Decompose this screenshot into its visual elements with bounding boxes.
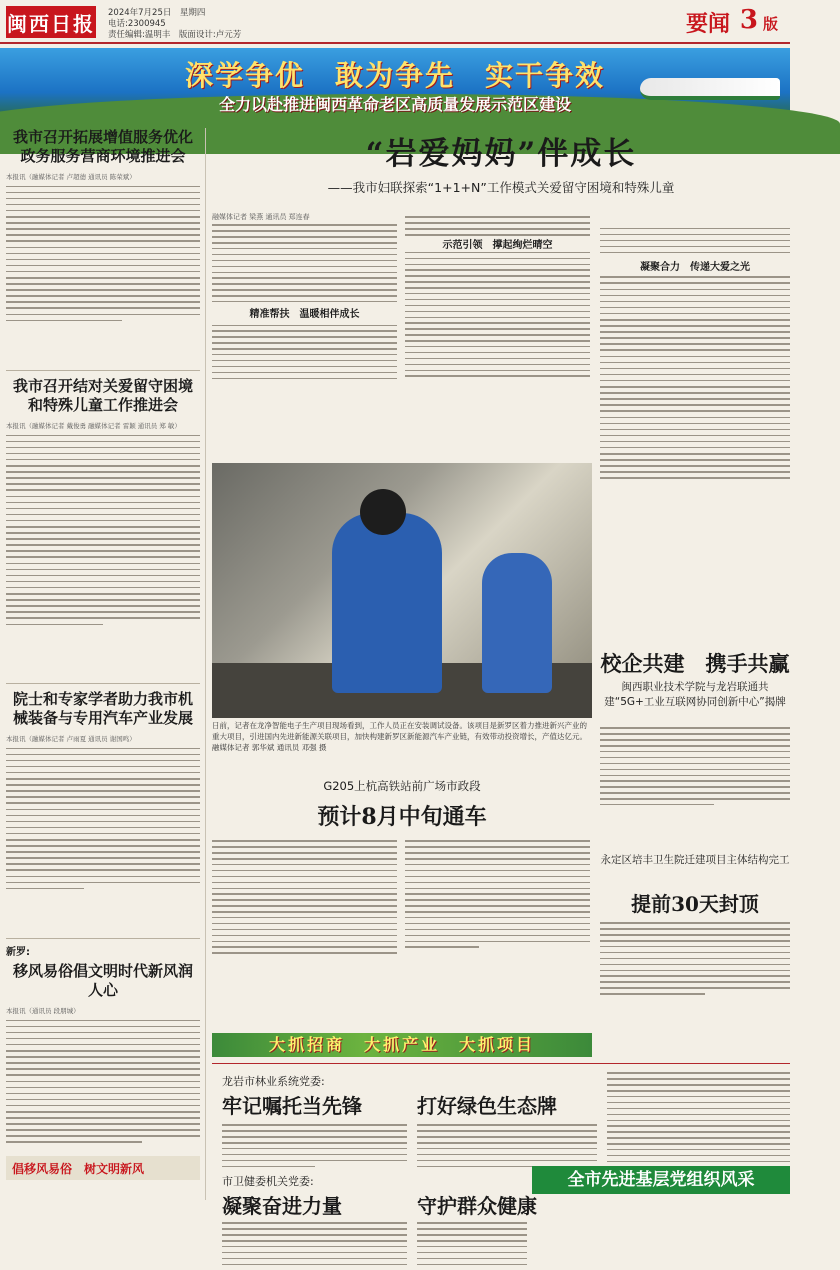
article-body: [6, 1020, 200, 1143]
article-title: 移风易俗倡文明时代新风润人心: [12, 962, 193, 999]
school-enterprise-headline: 校企共建 携手共赢: [600, 651, 790, 676]
top-banner: [0, 48, 790, 122]
health-body-col1: [222, 1218, 407, 1270]
school-enterprise-body: [600, 723, 790, 810]
campaign-band-text: 大抓招商 大抓产业 大抓项目: [268, 1035, 535, 1054]
road-body-col1: [212, 836, 397, 958]
page-number: 3: [739, 5, 758, 35]
hospital-subline: 永定区培丰卫生院迁建项目主体结构完工: [600, 854, 790, 866]
region-kicker: 新罗:: [6, 947, 30, 958]
campaign-band: [212, 1033, 592, 1057]
lead-byline: 融媒体记者 梁燕 通讯员 郑连春: [212, 213, 310, 221]
factory-photo: [212, 463, 592, 718]
road-headline: 预计8月中旬通车: [317, 804, 487, 830]
editor-line: 责任编辑:温明丰 版面设计:卢元芳: [108, 30, 242, 40]
health-title-right: 守护群众健康: [417, 1194, 537, 1218]
article-byline: 本报讯（融媒体记者 卢雨夏 通讯员 谢国鸣）: [6, 735, 136, 743]
article-body: [6, 435, 200, 625]
hospital-body: [600, 918, 790, 999]
forestry-body-col2: [417, 1120, 597, 1172]
article-left-behind-children: [6, 370, 200, 630]
road-body-col2: [405, 836, 590, 952]
road-kicker: G205上杭高铁站前广场市政段: [323, 779, 481, 793]
health-title-left: 凝聚奋进力量: [222, 1194, 342, 1218]
lead-subhead-2: 示范引领 撑起绚烂晴空: [405, 236, 590, 251]
article-academicians: [6, 683, 200, 894]
photo-caption: 日前，记者在龙净智能电子生产项目现场看到，工作人员正在安装调试设备。该项目是新罗区着力推进新兴产业的重大项目，引进国内先进新能源关联项目，加快构建新罗区新能源汽车产业链，有效带动投资增长，产值达亿元。融媒体记者 郭华斌 通讯员 邓强 摄: [212, 721, 587, 752]
forestry-title-left: 牢记嘱托当先锋: [222, 1094, 362, 1118]
hospital-headline: 提前30天封顶: [631, 892, 759, 916]
forestry-title-right: 打好绿色生态牌: [417, 1094, 557, 1118]
bottom-banner: 全市先进基层党组织风采: [532, 1166, 790, 1194]
article-byline: 本报讯（通讯员 段朋城）: [6, 1007, 80, 1015]
main-column: [212, 128, 790, 1218]
article-title: 院士和专家学者助力我市机械装备与专用汽车产业发展: [12, 690, 193, 727]
forestry-body-col1: [222, 1120, 407, 1172]
lead-body-col1: [212, 220, 397, 383]
article-byline: 本报讯（融媒体记者 戴俊勇 融媒体记者 雷颖 通讯员 郑 敏）: [6, 422, 181, 430]
section-name: 要闻: [685, 11, 730, 37]
bottom-column-strip: [6, 1156, 200, 1180]
forestry-body-col3: [607, 1068, 790, 1178]
lead-headline: “岩爱妈妈”伴成长: [365, 136, 637, 172]
page-unit: 版: [762, 15, 778, 33]
date-line: 2024年7月25日 星期四: [108, 8, 206, 18]
article-business-environment: [6, 128, 200, 326]
article-body: [6, 748, 200, 890]
article-body: [6, 186, 200, 322]
article-byline: 本报讯（融媒体记者 卢超德 通讯员 陈荣斌）: [6, 173, 136, 181]
phone-line: 电话:2300945: [108, 19, 166, 29]
lead-subhead-3: 凝聚合力 传递大爱之光: [600, 258, 790, 273]
masthead: [0, 0, 790, 44]
masthead-meta: [108, 8, 241, 41]
lead-subhead-1: 精准帮扶 温暖相伴成长: [212, 305, 397, 320]
health-body-col2: [417, 1218, 527, 1270]
health-kicker: 市卫健委机关党委:: [222, 1175, 314, 1188]
article-title: 我市召开拓展增值服务优化政务服务营商环境推进会: [12, 128, 193, 165]
banner-headline: 深学争优 敢为争先 实干争效: [184, 59, 605, 92]
article-title: 我市召开结对关爱留守困境和特殊儿童工作推进会: [12, 377, 193, 414]
forestry-kicker: 龙岩市林业系统党委:: [222, 1075, 325, 1088]
left-column: [6, 128, 206, 1200]
lead-subtitle: ——我市妇联探索“1+1+N”工作模式关爱留守困境和特殊儿童: [327, 180, 675, 195]
article-civilized-customs: [6, 938, 200, 1148]
strip-label: 倡移风易俗 树文明新风: [12, 1161, 145, 1176]
school-enterprise-subline: 闽西职业技术学院与龙岩联通共建“5G+工业互联网协同创新中心”揭牌: [604, 681, 786, 708]
newspaper-logo: 闽西日报: [6, 6, 96, 38]
banner-subline: 全力以赴推进闽西革命老区高质量发展示范区建设: [218, 95, 571, 114]
section-divider: [212, 1063, 790, 1064]
